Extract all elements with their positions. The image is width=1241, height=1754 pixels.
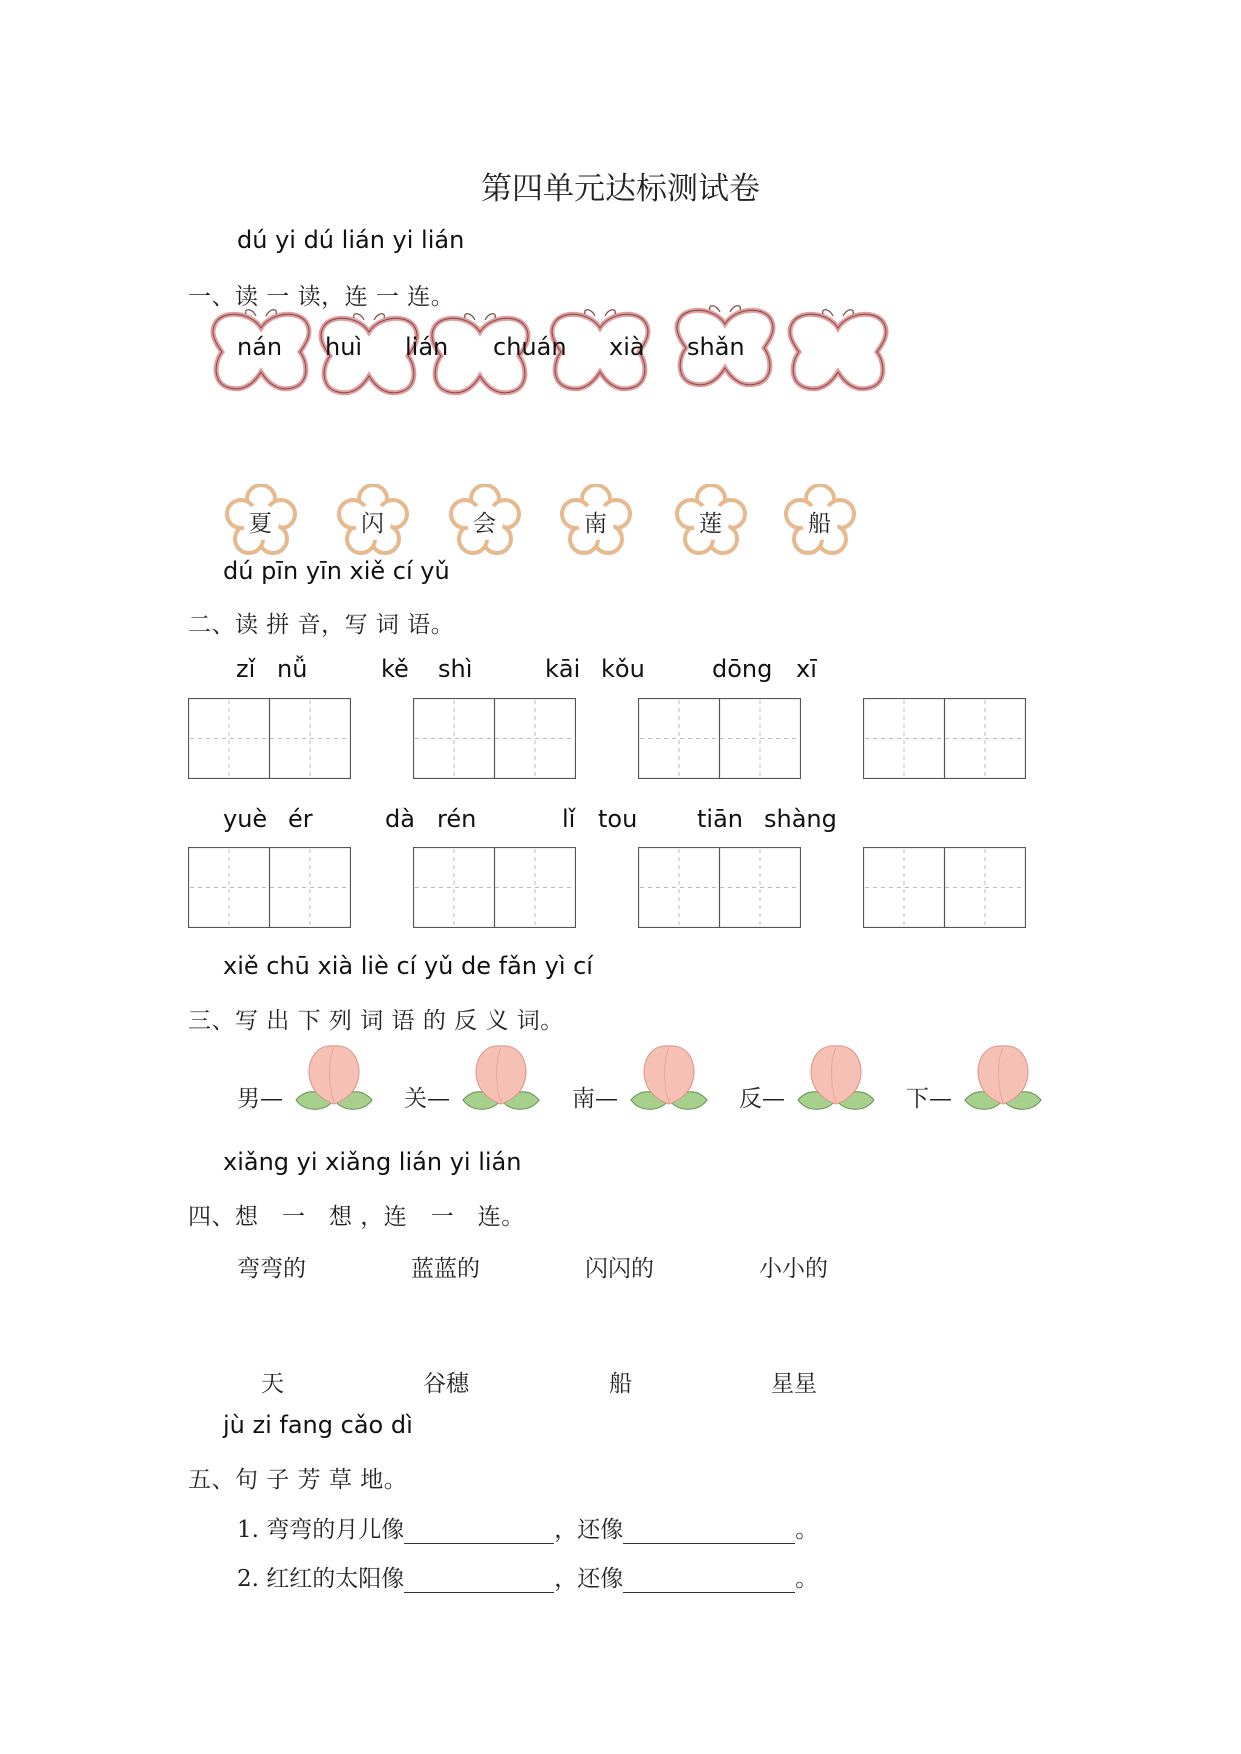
pinyin-syllable: nǚ (277, 655, 308, 683)
pinyin-syllable: dōng (712, 655, 773, 683)
sec3-heading: 三、写 出 下 列 词 语 的 反 义 词。 (188, 1008, 564, 1034)
match-word-top[interactable]: 闪闪的 (585, 1256, 654, 1282)
pinyin-syllable: rén (437, 805, 477, 833)
butterfly-pinyin: nán (237, 333, 283, 361)
pinyin-syllable: zǐ (236, 655, 256, 683)
antonym-word: 反— (739, 1086, 785, 1112)
writing-grid[interactable] (413, 847, 576, 928)
butterfly-pinyin: lián (405, 333, 449, 361)
pinyin-syllable: kě (381, 655, 409, 683)
sentence-1-start: 1. 弯弯的月儿像 (237, 1517, 405, 1543)
pinyin-syllable: tou (598, 805, 638, 833)
butterfly-card[interactable] (783, 306, 893, 398)
butterfly-pinyin: xià (609, 333, 645, 361)
writing-grid[interactable] (638, 847, 801, 928)
peach-icon[interactable] (957, 1040, 1049, 1120)
butterfly-pinyin: huì (325, 333, 363, 361)
answer-blank[interactable] (404, 1519, 554, 1544)
sec5-heading: 五、句 子 芳 草 地。 (188, 1467, 408, 1493)
antonym-word: 南— (572, 1086, 618, 1112)
answer-blank[interactable] (404, 1568, 554, 1593)
sec2-pinyin: dú pīn yīn xiě cí yǔ (223, 557, 450, 585)
sentence-2-end: 。 (795, 1566, 819, 1592)
sentence-1-mid: ，还像 (554, 1517, 624, 1543)
pinyin-syllable: shàng (764, 805, 837, 833)
match-word-top[interactable]: 弯弯的 (237, 1256, 306, 1282)
sentence-2 (237, 1560, 818, 1593)
sec4-pinyin: xiǎng yi xiǎng lián yi lián (223, 1148, 522, 1176)
sec4-heading: 四、想 一 想 ，连 一 连。 (188, 1204, 525, 1230)
sec2-heading: 二、读 拼 音，写 词 语。 (188, 612, 455, 638)
writing-grid[interactable] (188, 698, 351, 779)
sec1-pinyin: dú yi dú lián yi lián (237, 226, 465, 254)
answer-blank[interactable] (623, 1568, 795, 1593)
peach-icon[interactable] (790, 1040, 882, 1120)
flower-char: 夏 (249, 511, 272, 537)
pinyin-syllable: dà (385, 805, 415, 833)
sentence-1 (237, 1511, 818, 1544)
writing-grid[interactable] (638, 698, 801, 779)
flower-char: 闪 (361, 511, 384, 537)
pinyin-syllable: lǐ (562, 805, 576, 833)
match-word-bottom[interactable]: 船 (609, 1371, 632, 1397)
pinyin-syllable: tiān (697, 805, 743, 833)
pinyin-syllable: shì (438, 655, 473, 683)
match-word-top[interactable]: 蓝蓝的 (411, 1256, 480, 1282)
sentence-1-end: 。 (795, 1517, 819, 1543)
sentence-2-mid: ，还像 (554, 1566, 624, 1592)
flower-char: 南 (584, 511, 607, 537)
flower-char: 会 (473, 511, 496, 537)
page-title: 第四单元达标测试卷 (481, 171, 760, 207)
flower-char: 莲 (699, 511, 722, 537)
sec1-heading: 一、读 一 读，连 一 连。 (188, 284, 455, 310)
pinyin-syllable: ér (288, 805, 313, 833)
answer-blank[interactable] (623, 1519, 795, 1544)
match-word-bottom[interactable]: 天 (261, 1371, 284, 1397)
butterfly-pinyin: chuán (493, 333, 567, 361)
pinyin-syllable: kāi (545, 655, 581, 683)
sentence-2-start: 2. 红红的太阳像 (237, 1566, 405, 1592)
sec3-pinyin: xiě chū xià liè cí yǔ de fǎn yì cí (223, 952, 593, 980)
peach-icon[interactable] (455, 1040, 547, 1120)
pinyin-syllable: kǒu (601, 655, 645, 683)
match-word-top[interactable]: 小小的 (759, 1256, 828, 1282)
sec5-pinyin: jù zi fang cǎo dì (223, 1411, 413, 1439)
writing-grid[interactable] (863, 698, 1026, 779)
butterfly-pinyin: shǎn (687, 333, 745, 361)
antonym-word: 下— (906, 1086, 952, 1112)
antonym-word: 男— (237, 1086, 283, 1112)
match-word-bottom[interactable]: 星星 (771, 1371, 817, 1397)
writing-grid[interactable] (188, 847, 351, 928)
pinyin-syllable: xī (796, 655, 817, 683)
writing-grid[interactable] (863, 847, 1026, 928)
antonym-word: 关— (404, 1086, 450, 1112)
writing-grid[interactable] (413, 698, 576, 779)
flower-char: 船 (808, 511, 831, 537)
match-word-bottom[interactable]: 谷穗 (423, 1371, 469, 1397)
peach-icon[interactable] (288, 1040, 380, 1120)
peach-icon[interactable] (623, 1040, 715, 1120)
pinyin-syllable: yuè (223, 805, 268, 833)
butterfly-icon (783, 306, 893, 398)
